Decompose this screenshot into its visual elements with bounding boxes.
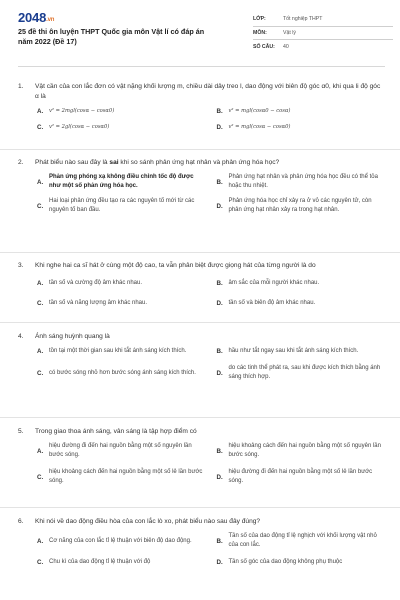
option-text: tồn tại một thời gian sau khi tắt ánh sáng kích thích. [49,348,187,354]
question-text [35,158,382,168]
question-text-emphasis: sai [109,159,119,166]
option-text: Tần số góc của dao động không phụ thuộc [228,559,343,565]
option-letter: C. [37,473,44,481]
answer-option[interactable] [37,279,203,288]
option-text: v² = 2mgl(cosα − cosα0) [49,108,115,114]
meta-row-grade [253,13,393,27]
answer-option[interactable] [37,107,203,116]
question-item [0,508,400,598]
answer-option[interactable] [37,173,203,191]
meta-key: SỐ CÂU: [253,43,275,50]
option-letter: B. [216,280,223,287]
answer-option[interactable] [37,468,203,486]
meta-row-subject [253,27,393,41]
option-text: do các tinh thể phát ra, sau khi được kích thích bằng ánh sáng thích hợp. [228,365,381,380]
question-list [0,74,400,598]
option-letter: D. [216,559,223,566]
question-text: Trong giao thoa ánh sáng, vân sáng là tập hợp điểm có [35,428,197,435]
option-text: Phản ứng phóng xạ không điều chỉnh tốc độ được như một số phản ứng hóa học. [49,174,194,189]
option-letter: B. [216,348,223,355]
answer-option[interactable] [217,123,383,132]
question-text: Khi nói về dao động điều hòa của con lắc lò xo, phát biểu nào sau đây đúng? [35,518,261,525]
meta-value: 40 [283,43,289,50]
answer-option[interactable] [217,558,383,567]
question-item [0,150,400,253]
question-text: Khi nghe hai ca sĩ hát ở cùng một độ cao, ta vẫn phân biệt được giọng hát của từng người là do [35,262,316,269]
question-text-post: khi so sánh phản ứng hạt nhân và phản ứng hóa học? [118,159,280,166]
option-text: Phản ứng hạt nhân và phản ứng hóa học đều có thể tỏa hoặc thu nhiệt. [228,174,378,189]
answer-option[interactable] [217,442,383,460]
answer-option[interactable] [37,364,203,382]
option-text: hiệu đường đi đến hai nguồn bằng một số nguyên lần bước sóng. [49,443,192,458]
logo-number: 2048 [18,10,47,25]
document-title: 25 đề thi ôn luyện THPT Quốc gia môn Vật lí có đáp án năm 2022 (Đề 17) [18,27,205,46]
option-letter: B. [216,178,223,186]
option-letter: C. [37,559,44,566]
option-letter: C. [37,300,44,307]
option-text: hiệu khoảng cách đến hai nguồn bằng một số nguyên lần bước sóng. [228,443,381,458]
meta-value: Tốt nghiệp THPT [283,16,323,23]
question-number: 3. [18,262,24,269]
question-number: 6. [18,518,24,525]
document-meta [253,13,393,54]
option-text: v² = mgl(cosα − cosα0) [228,124,291,130]
answer-option[interactable] [217,299,383,308]
answer-option[interactable] [217,107,383,116]
option-letter: C. [37,369,44,377]
option-text: có bước sóng nhỏ hơn bước sóng ánh sáng kích thích. [49,369,196,376]
option-text: v² = mgl(cosα0 − cosα) [228,108,291,114]
question-item [0,418,400,508]
option-letter: D. [216,124,223,131]
option-letter: C. [37,124,44,131]
answer-option[interactable] [217,347,383,356]
option-letter: A. [37,108,44,115]
answer-option[interactable] [37,347,203,356]
answer-option[interactable] [37,197,203,215]
question-text: Ánh sáng huỳnh quang là [35,333,110,340]
option-letter: A. [37,447,44,455]
page-header [0,0,400,62]
answer-option[interactable] [37,442,203,460]
meta-row-count [253,40,393,54]
option-text: v² = 2gl(cosα − cosα0) [49,124,110,130]
answer-option[interactable] [37,558,203,567]
answer-option[interactable] [217,468,383,486]
option-text: hiệu đường đi đến hai nguồn bằng một số lẻ lần bước sóng. [228,469,373,484]
option-letter: B. [216,537,223,545]
option-letter: A. [37,348,44,355]
question-number: 1. [18,83,24,90]
answer-option[interactable] [217,173,383,191]
option-text: Chu kì của dao động tỉ lệ thuận với độ [49,559,151,565]
option-text: Cơ năng của con lắc tỉ lệ thuận với biên độ dao động. [49,537,192,544]
answer-option[interactable] [217,197,383,215]
question-text: Vật cần của con lắc đơn có vật nặng khối lượng m, chiều dài dây treo l, dao động với biên độ góc α0, khi qua li độ góc α là [35,83,381,100]
option-text: âm sắc của mỗi người khác nhau. [228,280,320,286]
option-letter: D. [216,202,223,210]
question-number: 4. [18,333,24,340]
option-text: hiệu khoảng cách đến hai nguồn bằng một số lẻ lần bước sóng. [49,469,203,484]
option-text: hầu như tắt ngay sau khi tắt ánh sáng kích thích. [228,348,359,354]
option-letter: D. [216,369,223,377]
question-item [0,323,400,418]
option-letter: D. [216,473,223,481]
option-text: Hai loại phản ứng đều tạo ra các nguyên tố mới từ các nguyên tố ban đầu. [49,198,195,213]
option-text: tần số và năng lượng âm khác nhau. [49,300,148,306]
logo-suffix: .vn [46,17,55,23]
answer-option[interactable] [217,279,383,288]
answer-option[interactable] [37,299,203,308]
option-letter: B. [216,108,223,115]
header-divider [18,66,385,67]
option-letter: C. [37,202,44,210]
question-item [0,253,400,323]
option-letter: B. [216,447,223,455]
answer-option[interactable] [217,532,383,550]
question-text-pre: Phát biểu nào sau đây là [35,159,110,166]
answer-option[interactable] [217,364,383,382]
question-number: 2. [18,159,24,166]
question-number: 5. [18,428,24,435]
option-text: tần số và cường độ âm khác nhau. [49,280,143,286]
option-letter: A. [37,280,44,287]
answer-option[interactable] [37,123,203,132]
option-text: tần số và biên độ âm khác nhau. [228,300,316,306]
meta-key: MÔN: [253,29,267,36]
meta-value: Vật lý [283,29,296,36]
option-text: Phản ứng hóa học chỉ xảy ra ở vỏ các nguyên tử, còn phản ứng hạt nhân xảy ra trong hạt nhân. [228,198,372,213]
option-letter: A. [37,537,44,545]
meta-key: LỚP: [253,16,266,23]
option-letter: A. [37,178,44,186]
option-letter: D. [216,300,223,307]
answer-option[interactable] [37,532,203,550]
question-item [0,74,400,150]
option-text: Tần số của dao động tỉ lệ nghịch với khối lượng vật nhỏ của con lắc. [228,533,377,548]
